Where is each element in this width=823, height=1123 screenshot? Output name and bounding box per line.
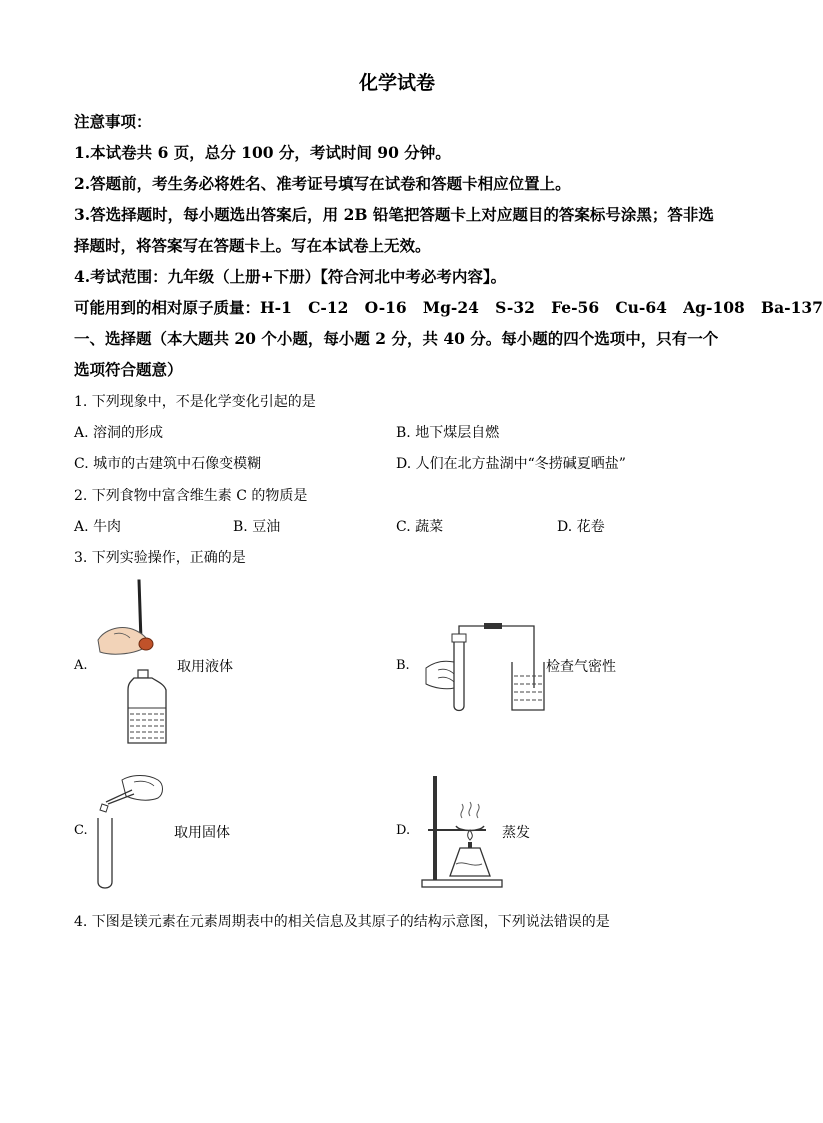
question-3-option-a-caption: 取用液体 xyxy=(177,659,233,675)
notice-item-3-cont: 择题时，将答案写在答题卡上。写在本试卷上无效。 xyxy=(74,236,431,255)
atomic-mass-value: Ag-108 xyxy=(683,298,745,317)
page-title: 化学试卷 xyxy=(358,72,435,94)
tweezers-solid-icon xyxy=(92,772,168,890)
section-heading: 一、选择题（本大题共 20 个小题，每小题 2 分，共 40 分。每小题的四个选项中，只有一个 xyxy=(74,329,719,348)
atomic-mass-value: Fe-56 xyxy=(551,298,600,317)
atomic-mass-value: Ba-137 xyxy=(761,298,823,317)
question-1-stem: 1. 下列现象中，不是化学变化引起的是 xyxy=(74,394,316,410)
atomic-mass-value: S-32 xyxy=(495,298,535,317)
question-3-stem: 3. 下列实验操作，正确的是 xyxy=(74,550,246,566)
question-2-option-a: A. 牛肉 xyxy=(74,519,122,535)
notice-item-1: 1.本试卷共 6 页，总分 100 分，考试时间 90 分钟。 xyxy=(74,143,451,162)
dropper-bottle-figure xyxy=(94,578,174,748)
notice-item-3: 3.答选择题时，每小题选出答案后，用 2B 铅笔把答题卡上对应题目的答案标号涂黑；答非选 xyxy=(74,205,714,224)
dropper-bottle-icon xyxy=(94,578,174,748)
question-1-option-d: D. 人们在北方盐湖中“冬捞碱夏晒盐” xyxy=(396,456,626,472)
question-2-stem: 2. 下列食物中富含维生素 C 的物质是 xyxy=(74,488,308,504)
question-1-option-c: C. 城市的古建筑中石像变模糊 xyxy=(74,456,262,472)
question-4-stem: 4. 下图是镁元素在元素周期表中的相关信息及其原子的结构示意图，下列说法错误的是 xyxy=(74,914,610,930)
question-3-option-d-caption: 蒸发 xyxy=(502,825,530,841)
atomic-mass-line xyxy=(74,296,823,318)
question-3-option-d-letter: D. xyxy=(396,823,411,838)
atomic-mass-value: C-12 xyxy=(308,298,349,317)
tweezers-test-tube-figure xyxy=(92,772,168,890)
evaporation-figure xyxy=(420,772,506,890)
atomic-mass-value: Cu-64 xyxy=(615,298,667,317)
atomic-mass-label: 可能用到的相对原子质量： xyxy=(74,298,261,317)
notice-heading: 注意事项： xyxy=(74,112,152,131)
notice-item-2: 2.答题前，考生务必将姓名、准考证号填写在试卷和答题卡相应位置上。 xyxy=(74,174,571,193)
atomic-mass-value: H-1 xyxy=(260,298,292,317)
question-2-option-d: D. 花卷 xyxy=(557,519,605,535)
atomic-mass-value: O-16 xyxy=(364,298,407,317)
question-2-option-b: B. 豆油 xyxy=(233,519,281,535)
question-1-option-a: A. 溶洞的形成 xyxy=(74,425,164,441)
question-3-option-c-letter: C. xyxy=(74,823,88,838)
notice-item-4: 4.考试范围：九年级（上册+下册）【符合河北中考必考内容】。 xyxy=(74,267,507,286)
question-1-option-b: B. 地下煤层自燃 xyxy=(396,425,500,441)
evaporation-apparatus-icon xyxy=(420,772,506,890)
question-3-option-b-letter: B. xyxy=(396,658,410,673)
question-3-option-a-letter: A. xyxy=(74,658,88,673)
question-3-option-c-caption: 取用固体 xyxy=(174,825,230,841)
question-2-option-c: C. 蔬菜 xyxy=(396,519,444,535)
airtightness-apparatus-icon xyxy=(424,618,546,714)
atomic-mass-value: Mg-24 xyxy=(422,298,479,317)
question-3-option-b-caption: 检查气密性 xyxy=(546,659,616,675)
section-heading-cont: 选项符合题意） xyxy=(74,360,183,379)
airtightness-figure xyxy=(424,618,546,714)
